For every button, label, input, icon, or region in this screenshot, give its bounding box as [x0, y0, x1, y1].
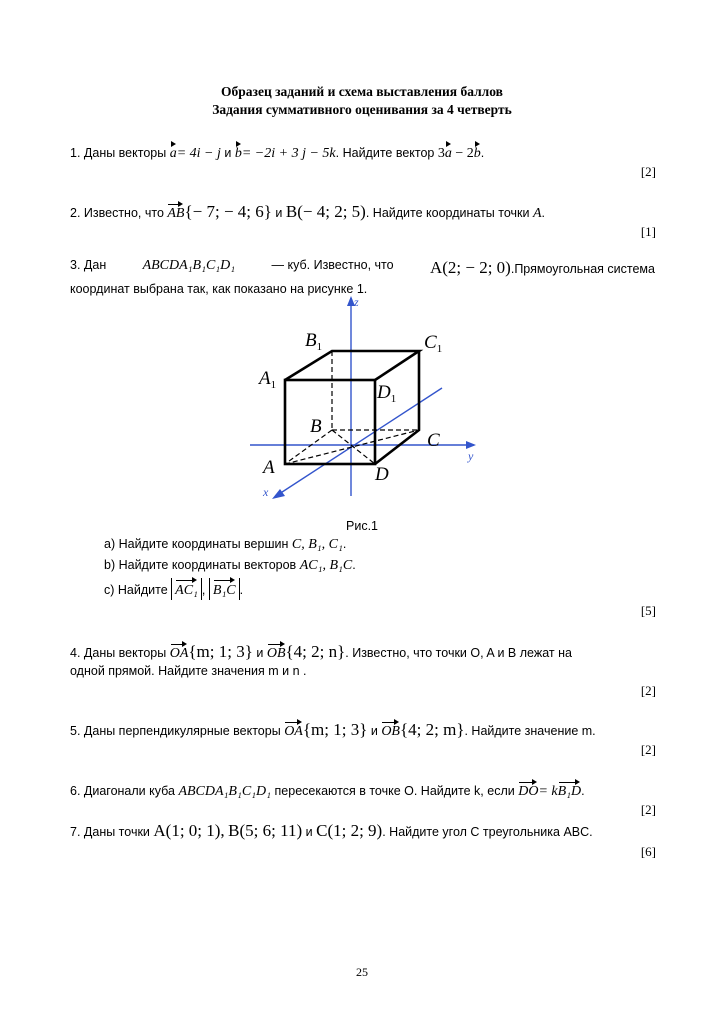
- label-b1-sub: 1: [316, 341, 323, 353]
- vector-oa-5-coords: {m; 1; 3}: [302, 720, 368, 739]
- svg-text:C1: [424, 332, 442, 355]
- task-3a-items: C, B₁, C₁: [291, 537, 343, 552]
- task-3c: [104, 578, 243, 600]
- label-a1: A: [259, 368, 271, 389]
- vector-ob-coords: {4; 2; n}: [285, 642, 346, 661]
- task-5: [70, 720, 596, 740]
- task-4-mark: [2]: [640, 683, 656, 698]
- task-6-mark: [2]: [640, 802, 656, 817]
- task-3-line-1: [70, 258, 655, 278]
- task-3b-end: .: [352, 558, 356, 572]
- vector-oa: OA: [170, 642, 189, 662]
- task-3b: [104, 558, 356, 574]
- label-d1-sub: 1: [390, 393, 397, 405]
- label-z-axis: z: [354, 296, 359, 309]
- vector-ab-coords: {− 7; − 4; 6}: [184, 202, 272, 221]
- task-4-line-2: одной прямой. Найдите значения m и n .: [70, 664, 307, 678]
- cube-diagram: [250, 296, 490, 506]
- task-3a: [104, 537, 346, 553]
- svg-text:D1: [376, 382, 396, 405]
- task-1-res-a: a: [445, 142, 452, 162]
- vector-ob-5: OB: [381, 720, 400, 740]
- vector-oa-5: OA: [284, 720, 303, 740]
- task-3a-text: a) Найдите координаты вершин: [104, 537, 289, 551]
- label-b: B: [310, 416, 322, 437]
- vector-ab: AB: [167, 202, 184, 222]
- label-c1-sub: 1: [436, 343, 443, 355]
- cube-figure: [250, 296, 490, 511]
- svg-text:B1: [305, 330, 322, 353]
- vector-ob-5-coords: {4; 2; m}: [399, 720, 465, 739]
- task-6-text: 6. Диагонали куба: [70, 784, 175, 798]
- label-a: A: [263, 457, 275, 478]
- task-5-and: и: [370, 724, 378, 738]
- task-4-post: . Известно, что точки O, A и B лежат на: [345, 646, 572, 660]
- vector-b: b: [235, 142, 242, 162]
- label-b1: B: [305, 330, 317, 351]
- task-5-text: 5. Даны перпендикулярные векторы: [70, 724, 281, 738]
- x-axis: [276, 388, 442, 496]
- task-6-end: .: [581, 784, 585, 798]
- task-1-text: 1. Даны векторы: [70, 146, 167, 160]
- vector-b1d: B₁D: [558, 780, 582, 800]
- label-c: C: [427, 430, 440, 451]
- label-a1-sub: 1: [270, 379, 277, 391]
- svg-text:A1: [257, 368, 276, 391]
- vector-a: a: [170, 142, 177, 162]
- task-6-cube: ABCDA₁B₁C₁D₁: [178, 784, 272, 799]
- task-1-mark: [2]: [640, 164, 656, 179]
- task-2-end: .: [541, 206, 546, 220]
- task-5-post: . Найдите значение m.: [464, 724, 596, 738]
- task-6-eq: = k: [538, 784, 558, 799]
- task-1-and: и: [224, 146, 232, 160]
- point-b: B(− 4; 2; 5): [285, 202, 366, 221]
- cube-name: ABCDA₁B₁C₁D₁: [142, 258, 236, 273]
- task-3c-sep: ,: [201, 583, 206, 597]
- task-1: [70, 142, 484, 162]
- task-2: [70, 202, 545, 222]
- task-1-end: .: [480, 146, 485, 160]
- task-3-line-2: координат выбрана так, как показано на рисунке 1.: [70, 282, 368, 296]
- task-3c-end: .: [239, 583, 244, 597]
- task-3a-end: .: [342, 537, 347, 551]
- task-3-mid: — куб. Известно, что: [271, 258, 394, 272]
- task-2-mark: [1]: [640, 224, 656, 239]
- point-a: A(2; − 2; 0): [429, 258, 511, 277]
- label-d1: D: [377, 382, 391, 403]
- task-1-res-mid: − 2: [451, 146, 474, 161]
- task-2-target: A: [532, 206, 542, 221]
- vector-a-def: = 4i − j: [176, 146, 221, 161]
- task-3c-text: c) Найдите: [104, 583, 168, 597]
- task-7-point-a: A(1; 0; 1),: [153, 821, 225, 840]
- vector-ac1: AC₁: [175, 578, 198, 600]
- task-3b-text: b) Найдите координаты векторов: [104, 558, 297, 572]
- task-7-post: . Найдите угол C треугольника ABC.: [382, 825, 593, 839]
- task-1-post: . Найдите вектор: [335, 146, 435, 160]
- task-7: [70, 821, 593, 841]
- task-4-and: и: [256, 646, 264, 660]
- label-x-axis: x: [263, 485, 269, 499]
- task-7-point-b: B(5; 6; 11): [228, 821, 303, 840]
- vector-b1c: B₁C: [213, 578, 236, 600]
- label-y-axis: y: [468, 449, 474, 463]
- page-number: 25: [356, 965, 368, 979]
- y-axis-arrow-icon: [466, 441, 476, 449]
- x-axis-arrow-icon: [272, 489, 285, 499]
- task-3b-items: AC₁, B₁C: [299, 558, 353, 573]
- label-d: D: [375, 464, 389, 485]
- task-1-coef: 3: [437, 146, 445, 161]
- task-7-and: и: [305, 825, 313, 839]
- task-3-text: 3. Дан: [70, 258, 107, 272]
- task-3-post: .Прямоугольная система: [510, 262, 655, 276]
- task-6-mid: пересекаются в точке О. Найдите k, если: [274, 784, 515, 798]
- task-2-and: и: [275, 206, 283, 220]
- task-3-mark: [5]: [640, 603, 656, 618]
- vector-b-def: = −2i + 3 j − 5k: [241, 146, 336, 161]
- task-4-text: 4. Даны векторы: [70, 646, 167, 660]
- figure-caption: Рис.1: [346, 519, 378, 533]
- vector-oa-coords: {m; 1; 3}: [188, 642, 253, 661]
- vector-ob: OB: [267, 642, 286, 662]
- task-7-text: 7. Даны точки: [70, 825, 150, 839]
- task-2-post: . Найдите координаты точки: [365, 206, 530, 220]
- task-4-line-1: [70, 642, 572, 662]
- label-c1: C: [424, 332, 437, 353]
- task-5-mark: [2]: [640, 742, 656, 757]
- task-6: [70, 780, 585, 800]
- header-line-2: Задания суммативного оценивания за 4 четверть: [212, 102, 512, 117]
- task-7-mark: [6]: [640, 844, 656, 859]
- vector-do: DO: [518, 780, 538, 800]
- header-line-1: Образец заданий и схема выставления баллов: [221, 84, 503, 99]
- task-7-point-c: C(1; 2; 9): [316, 821, 383, 840]
- task-1-res-b: b: [474, 142, 481, 162]
- task-2-text: 2. Известно, что: [70, 206, 164, 220]
